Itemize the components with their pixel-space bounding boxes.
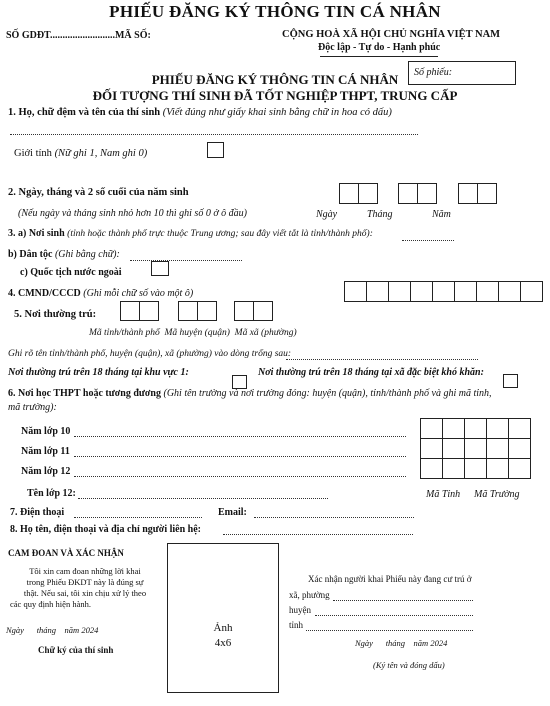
month-label: Tháng — [367, 209, 393, 220]
id-digit-cell[interactable] — [411, 282, 433, 302]
q5-detail-hint: Ghi rõ tên tỉnh/thành phố, huyện (quận), xã (phường) vào dòng trống sau: — [8, 349, 292, 359]
code-cell[interactable] — [465, 419, 487, 439]
commitment-title: CAM ĐOAN VÀ XÁC NHẬN — [8, 548, 124, 558]
q1-hint: (Viết đúng như giấy khai sinh bằng chữ in hoa có dấu) — [162, 107, 392, 118]
residence-detail-field[interactable] — [286, 359, 478, 360]
confirm-xa-label: xã, phường — [289, 590, 330, 600]
id-digit-cell[interactable] — [521, 282, 543, 302]
q1-name-field[interactable] — [10, 134, 418, 135]
top-title: PHIẾU ĐĂNG KÝ THÔNG TIN CÁ NHÂN — [109, 2, 441, 21]
code-cell[interactable] — [465, 459, 487, 479]
commitment-line: trong Phiếu ĐKDT này là đúng sự — [26, 577, 144, 587]
q2-hint: (Nếu ngày và tháng sinh nhỏ hơn 10 thì ghi số 0 ở ô đầu) — [18, 208, 247, 219]
ma-tinh-col-label: Mã Tỉnh — [426, 489, 461, 500]
q5-code-labels — [89, 328, 297, 338]
month-digit-2[interactable] — [417, 183, 437, 204]
ma-xa-label: Mã xã (phường) — [234, 328, 297, 338]
code-cell[interactable] — [509, 459, 531, 479]
code-cell[interactable] — [487, 419, 509, 439]
day-digit-2[interactable] — [358, 183, 378, 204]
code-cell[interactable] — [465, 439, 487, 459]
residence-tinh-1[interactable] — [120, 301, 140, 321]
ma-tinh-label: Mã tỉnh/thành phố — [89, 328, 160, 338]
code-cell[interactable] — [421, 459, 443, 479]
confirm-text: Xác nhận người khai Phiếu này đang cư trú ở — [308, 574, 472, 584]
id-digit-cell[interactable] — [455, 282, 477, 302]
id-digit-cell[interactable] — [345, 282, 367, 302]
q4-label: 4. CMND/CCCD — [8, 288, 81, 299]
code-cell[interactable] — [487, 459, 509, 479]
confirm-xa-field[interactable] — [333, 600, 473, 601]
gender-hint: (Nữ ghi 1, Nam ghi 0) — [54, 148, 148, 159]
motto: Độc lập - Tự do - Hạnh phúc — [318, 42, 441, 53]
class12-field[interactable] — [78, 498, 328, 499]
q3b-row — [8, 249, 120, 260]
q4-row — [8, 288, 193, 299]
gender-row — [14, 148, 147, 159]
grade11-label: Năm lớp 11 — [21, 446, 70, 457]
dbkk-box[interactable] — [503, 374, 518, 388]
grade11-field[interactable] — [74, 456, 406, 457]
q3a-row — [8, 228, 373, 239]
q8-label: 8. Họ tên, điện thoại và địa chỉ người liên hệ: — [10, 524, 202, 535]
ma-huyen-label: Mã huyện (quận) — [164, 328, 230, 338]
year-digit-2[interactable] — [477, 183, 497, 204]
form-title-line1: PHIẾU ĐĂNG KÝ THÔNG TIN CÁ NHÂN — [151, 72, 399, 87]
class12-label: Tên lớp 12: — [27, 488, 76, 499]
q6-row — [8, 387, 498, 415]
q1-label: 1. Họ, chữ đệm và tên của thí sinh — [8, 107, 161, 118]
residence-huyen-1[interactable] — [178, 301, 198, 321]
commitment-date: Ngày tháng năm 2024 — [6, 625, 99, 635]
photo-size-label: 4x6 — [214, 637, 232, 649]
code-cell[interactable] — [443, 439, 465, 459]
q6-hint: (Ghi tên trường và nơi trường đóng: huyện (quận), tỉnh/thành phố và ghi mã tỉnh, mã trường): — [8, 388, 492, 413]
id-number-grid[interactable] — [344, 281, 543, 302]
grade10-field[interactable] — [74, 436, 406, 437]
id-digit-cell[interactable] — [433, 282, 455, 302]
q3c-label: c) Quốc tịch nước ngoài — [20, 267, 122, 278]
q5-label: 5. Nơi thường trú: — [14, 309, 97, 320]
grade12-label: Năm lớp 12 — [21, 466, 71, 477]
contact-field[interactable] — [223, 534, 413, 535]
phone-field[interactable] — [74, 517, 202, 518]
residence-xa-2[interactable] — [253, 301, 273, 321]
motto-underline — [320, 56, 438, 57]
year-digit-1[interactable] — [458, 183, 478, 204]
id-digit-cell[interactable] — [389, 282, 411, 302]
q4-hint: (Ghi mỗi chữ số vào một ô) — [83, 288, 194, 299]
kv1-label: Nơi thường trú trên 18 tháng tại khu vực 1: — [8, 367, 189, 378]
commitment-line: thật. Nếu sai, tôi xin chịu xử lý theo — [23, 588, 147, 598]
grade12-field[interactable] — [74, 476, 406, 477]
commitment-line: các quy định hiện hành. — [10, 599, 91, 609]
residence-xa-1[interactable] — [234, 301, 254, 321]
photo-label: Ảnh — [213, 622, 233, 634]
month-digit-1[interactable] — [398, 183, 418, 204]
gender-label: Giới tính — [14, 148, 52, 159]
grade10-label: Năm lớp 10 — [21, 426, 71, 437]
residence-huyen-2[interactable] — [197, 301, 217, 321]
ma-truong-col-label: Mã Trường — [474, 489, 520, 500]
gender-box[interactable] — [207, 142, 224, 158]
country-name: CỘNG HOÀ XÃ HỘI CHỦ NGHĨA VIỆT NAM — [282, 29, 501, 40]
email-label: Email: — [218, 507, 247, 518]
confirm-sign-hint: (Ký tên và đóng dấu) — [373, 660, 445, 670]
ethnicity-field[interactable] — [130, 260, 242, 261]
code-cell[interactable] — [421, 439, 443, 459]
code-cell[interactable] — [487, 439, 509, 459]
so-gddt-label: SỐ GDĐT..........................MÃ SỐ: — [6, 30, 151, 41]
day-digit-1[interactable] — [339, 183, 359, 204]
id-digit-cell[interactable] — [499, 282, 521, 302]
q3a-hint: (tỉnh hoặc thành phố trực thuộc Trung ương; sau đây viết tắt là tỉnh/thành phố): — [67, 229, 373, 239]
school-code-grid[interactable] — [420, 418, 531, 479]
code-cell[interactable] — [421, 419, 443, 439]
residence-tinh-2[interactable] — [139, 301, 159, 321]
confirm-date: Ngày tháng năm 2024 — [355, 638, 448, 648]
commitment-line: Tôi xin cam đoan những lời khai — [29, 566, 141, 576]
code-cell[interactable] — [509, 419, 531, 439]
code-cell[interactable] — [443, 459, 465, 479]
birthplace-field[interactable] — [402, 240, 454, 241]
q2-label: 2. Ngày, tháng và 2 số cuối của năm sinh — [8, 187, 189, 198]
year-label: Năm — [432, 209, 451, 220]
candidate-signature-label: Chữ ký của thí sinh — [38, 645, 114, 655]
id-digit-cell[interactable] — [367, 282, 389, 302]
dbkk-label: Nơi thường trú trên 18 tháng tại xã đặc biệt khó khăn: — [258, 367, 484, 378]
form-title-line2: ĐỐI TƯỢNG THÍ SINH ĐÃ TỐT NGHIỆP THPT, TRUNG CẤP — [92, 88, 458, 103]
q1-row — [8, 107, 392, 118]
code-cell[interactable] — [443, 419, 465, 439]
q3a-label: 3. a) Nơi sinh — [8, 228, 65, 239]
day-label: Ngày — [316, 209, 338, 220]
q3b-label: b) Dân tộc — [8, 249, 53, 260]
code-cell[interactable] — [509, 439, 531, 459]
confirm-huyen-label: huyện — [289, 605, 311, 615]
q6-label: 6. Nơi học THPT hoặc tương đương — [8, 388, 161, 399]
confirm-tinh-field[interactable] — [306, 630, 473, 631]
email-field[interactable] — [254, 517, 414, 518]
confirm-tinh-label: tỉnh — [289, 620, 304, 630]
id-digit-cell[interactable] — [477, 282, 499, 302]
photo-box[interactable] — [167, 543, 279, 693]
commitment-text — [10, 566, 160, 610]
so-phieu-label: Số phiếu: — [414, 67, 453, 78]
confirm-huyen-field[interactable] — [315, 615, 473, 616]
q3b-hint: (Ghi bằng chữ): — [54, 249, 120, 260]
nationality-box[interactable] — [151, 261, 169, 276]
phone-label: 7. Điện thoại — [10, 507, 65, 518]
